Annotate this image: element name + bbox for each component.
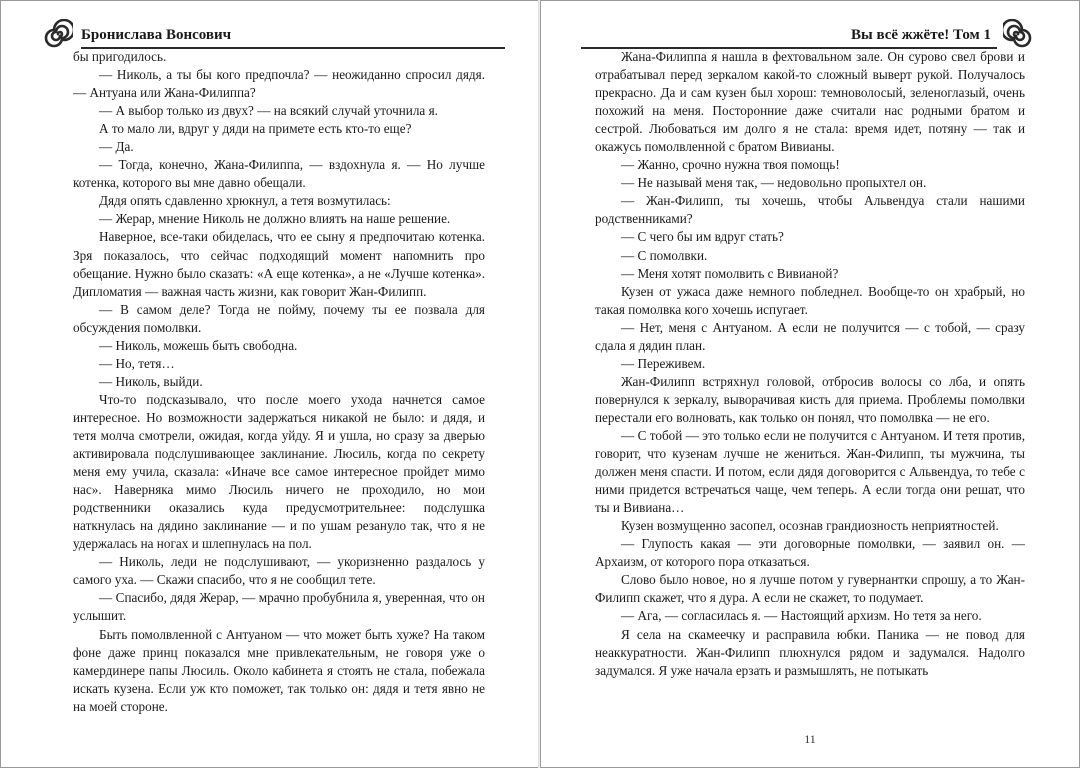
book-title: Вы всё жжёте! Том 1 [850, 27, 991, 43]
right-page-text [595, 48, 1025, 680]
paragraph: Жан-Филипп встряхнул головой, отбросив волосы со лба, и опять повернулся к зеркалу, выворачивая кисть для приема. Проблемы помолвки перестали его волновать, как только он понял, что помолвка — не его. [595, 373, 1025, 425]
paragraph: Быть помолвленной с Антуаном — что может быть хуже? На таком фоне даже принц показался мне привлекательным, не говоря уже о камердинере папы Люсиль. Около кабинета я стоять не стала, побежала искать кузена. Если уж кто поможет, так только он: дядя и тетя явно не на моей стороне. [73, 626, 485, 714]
paragraph: — С помолвки. [621, 247, 708, 263]
paragraph: — Николь, можешь быть свободна. [99, 337, 298, 353]
paragraph: — Тогда, конечно, Жана-Филиппа, — вздохнула я. — Но лучше котенка, которого вы мне давно обещали. [73, 157, 485, 191]
paragraph: — Николь, выйди. [99, 373, 203, 389]
paragraph: — Глупость какая — эти договорные помолвки, — заявил он. — Архаизм, от которого пора отказаться. [595, 536, 1025, 570]
paragraph: — Ага, — согласилась я. — Настоящий архизм. Но тетя за него. [621, 608, 982, 624]
paragraph: Слово было новое, но я лучше потом у гувернантки спрошу, а то Жан-Филипп скажет, что я дура. А если не скажет, то подумает. [595, 572, 1025, 606]
paragraph: — Жанно, срочно нужна твоя помощь! [621, 157, 840, 173]
paragraph: бы пригодилось. [73, 49, 167, 64]
paragraph: — Николь, леди не подслушивают, — укоризненно раздалось у самого уха. — Скажи спасибо, что я не сообщил тете. [73, 554, 485, 588]
paragraph: Дядя опять сдавленно хрюкнул, а тетя возмутилась: [99, 193, 391, 209]
author-name: Бронислава Вонсович [81, 27, 232, 43]
paragraph: Кузен от ужаса даже немного побледнел. Вообще-то он храбрый, но такая помолвка кого хочешь испугает. [595, 283, 1025, 317]
paragraph: — С чего бы им вдруг стать? [621, 229, 784, 245]
paragraph: — Да. [99, 139, 134, 155]
paragraph: — Нет, меня с Антуаном. А если не получится — с тобой, — сразу сдала я дядин план. [595, 319, 1025, 353]
paragraph: Я села на скамеечку и расправила юбки. Паника — не повод для неаккуратности. Жан-Филипп плюхнулся рядом и задумался. Надолго задумался. Я уже начала ерзать и размышлять, не потыкать [595, 626, 1025, 678]
right-page-header [581, 25, 1039, 47]
paragraph: — Не называй меня так, — недовольно пропыхтел он. [621, 175, 927, 191]
paragraph: — Жан-Филипп, ты хочешь, чтобы Альвендуа стали нашими родственниками? [595, 193, 1025, 227]
paragraph: Что-то подсказывало, что после моего ухода начнется самое интересное. Но возможности задержаться никакой не было: и дядя, и тетя молча смотрели, ожидая, когда уйду. Я и ушла, но сразу за дверью активировала подслушивающее заклинание. Люсиль, когда по секрету меня ему учила, сказала: «Иначе все самое интересное пройдет мимо нас». Наверняка мимо Люсиль ничего не проходило, но мои родственники оказались куда предусмотрительнее: подслушка наткнулась на дядино заклинание — и по ушам резануло так, что я не удержалась на ногах и шлепнулась на пол. [73, 391, 485, 552]
paragraph: — А выбор только из двух? — на всякий случай уточнила я. [99, 103, 438, 119]
left-page-text [73, 48, 485, 716]
paragraph: — Спасибо, дядя Жерар, — мрачно пробубнила я, уверенная, что он услышит. [73, 590, 485, 624]
paragraph: — В самом деле? Тогда не пойму, почему ты ее позвала для обсуждения помолвки. [73, 301, 485, 335]
paragraph: — Переживем. [621, 355, 706, 371]
paragraph: — Николь, а ты бы кого предпочла? — неожиданно спросил дядя. — Антуана или Жана-Филиппа? [73, 67, 485, 101]
left-page [0, 0, 540, 768]
left-page-header [43, 25, 509, 47]
swirl-ornament-icon [1003, 19, 1033, 49]
paragraph: Кузен возмущенно засопел, осознав грандиозность неприятностей. [621, 518, 999, 534]
paragraph: А то мало ли, вдруг у дяди на примете есть кто-то еще? [99, 121, 412, 137]
paragraph: — Меня хотят помолвить с Вивианой? [621, 265, 839, 281]
paragraph: — Жерар, мнение Николь не должно влиять на наше решение. [99, 211, 451, 227]
paragraph: — С тобой — это только если не получится с Антуаном. И тетя против, говорит, что кузенам лучше не жениться. Жан-Филипп, ты мужчина, ты должен меня спасти. И потом, если дядя договорится с Альвендуа, то тебе с ними придется встречаться чаще, чем теперь. А если тогда они решат, что ты и Вивиана… [595, 427, 1025, 516]
page-number: 11 [804, 732, 816, 746]
paragraph: Жана-Филиппа я нашла в фехтовальном зале. Он сурово свел брови и отрабатывал перед зеркалом какой-то сложный выверт рукой. Получалось прекрасно. Да и сам кузен был хорош: темноволосый, зеленоглазый, очень похожий на меня. Посторонние даже считали нас родными братом и сестрой. Любоваться им долго я не стала: время идет, потяну — так и окажусь помолвленной с братом Вивианы. [595, 49, 1025, 155]
paragraph: — Но, тетя… [99, 355, 175, 371]
right-page [540, 0, 1080, 768]
paragraph: Наверное, все-таки обиделась, что ее сыну я предпочитаю котенка. Зря показалось, что сейчас подходящий момент напомнить про обещание. Нужно было сказать: «А еще котенка», а не «Лучше котенка». Дипломатия — важная часть жизни, как говорит Жан-Филипп. [73, 229, 485, 299]
swirl-ornament-icon [43, 19, 73, 49]
